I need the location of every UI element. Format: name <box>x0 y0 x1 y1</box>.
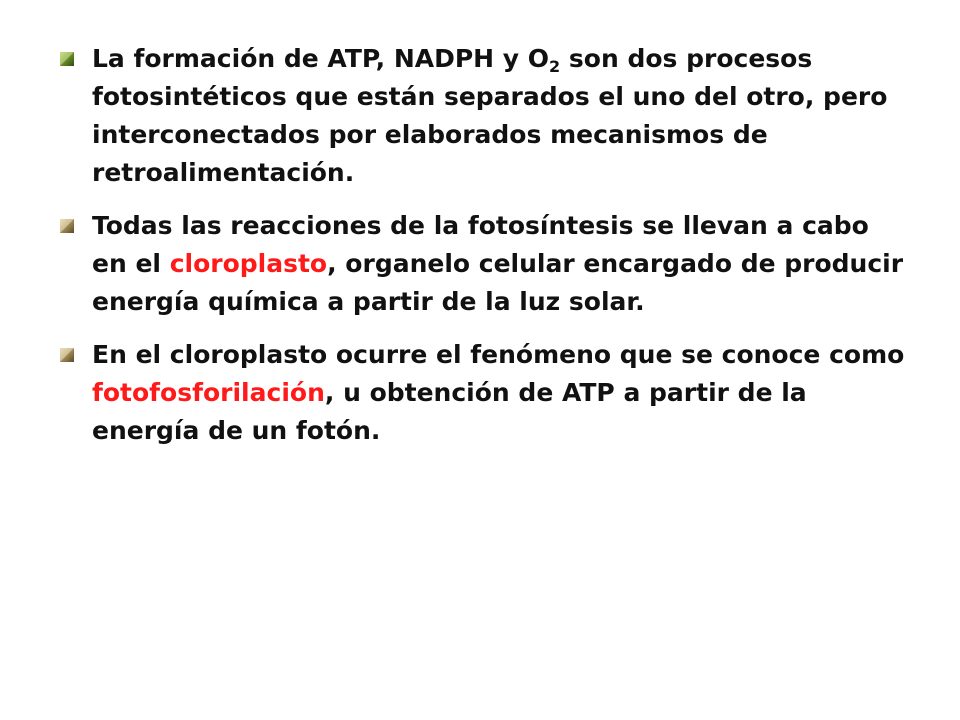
square-bullet-icon <box>60 52 74 66</box>
bullet-item-photophosphorylation <box>60 336 910 450</box>
bullet-text-after: , u obtención de ATP a partir de la energía de un fotón. <box>92 378 807 445</box>
bullet-item-chloroplast-reactions <box>60 207 910 321</box>
bullet-item-atp-formation <box>60 40 910 192</box>
bullet-text-before: Todas las reacciones de la fotosíntesis se llevan a cabo en el <box>92 211 869 278</box>
highlight-fotofosforilacion: fotofosforilación <box>92 378 325 407</box>
bullet-text-before: En el cloroplasto ocurre el fenómeno que se conoce como <box>92 340 905 369</box>
square-bullet-icon <box>60 348 74 362</box>
bullet-text-after: , organelo celular encargado de producir energía química a partir de la luz solar. <box>92 249 904 316</box>
bullet-text-before: La formación de ATP, NADPH y O <box>92 44 550 73</box>
square-bullet-icon <box>60 219 74 233</box>
subscript-2: 2 <box>549 57 561 76</box>
highlight-cloroplasto: cloroplasto <box>169 249 328 278</box>
bullet-text-after: son dos procesos fotosintéticos que están separados el uno del otro, pero interconectados por elaborados mecanismos de retroalimentación. <box>92 44 888 187</box>
bullet-list <box>60 40 910 465</box>
